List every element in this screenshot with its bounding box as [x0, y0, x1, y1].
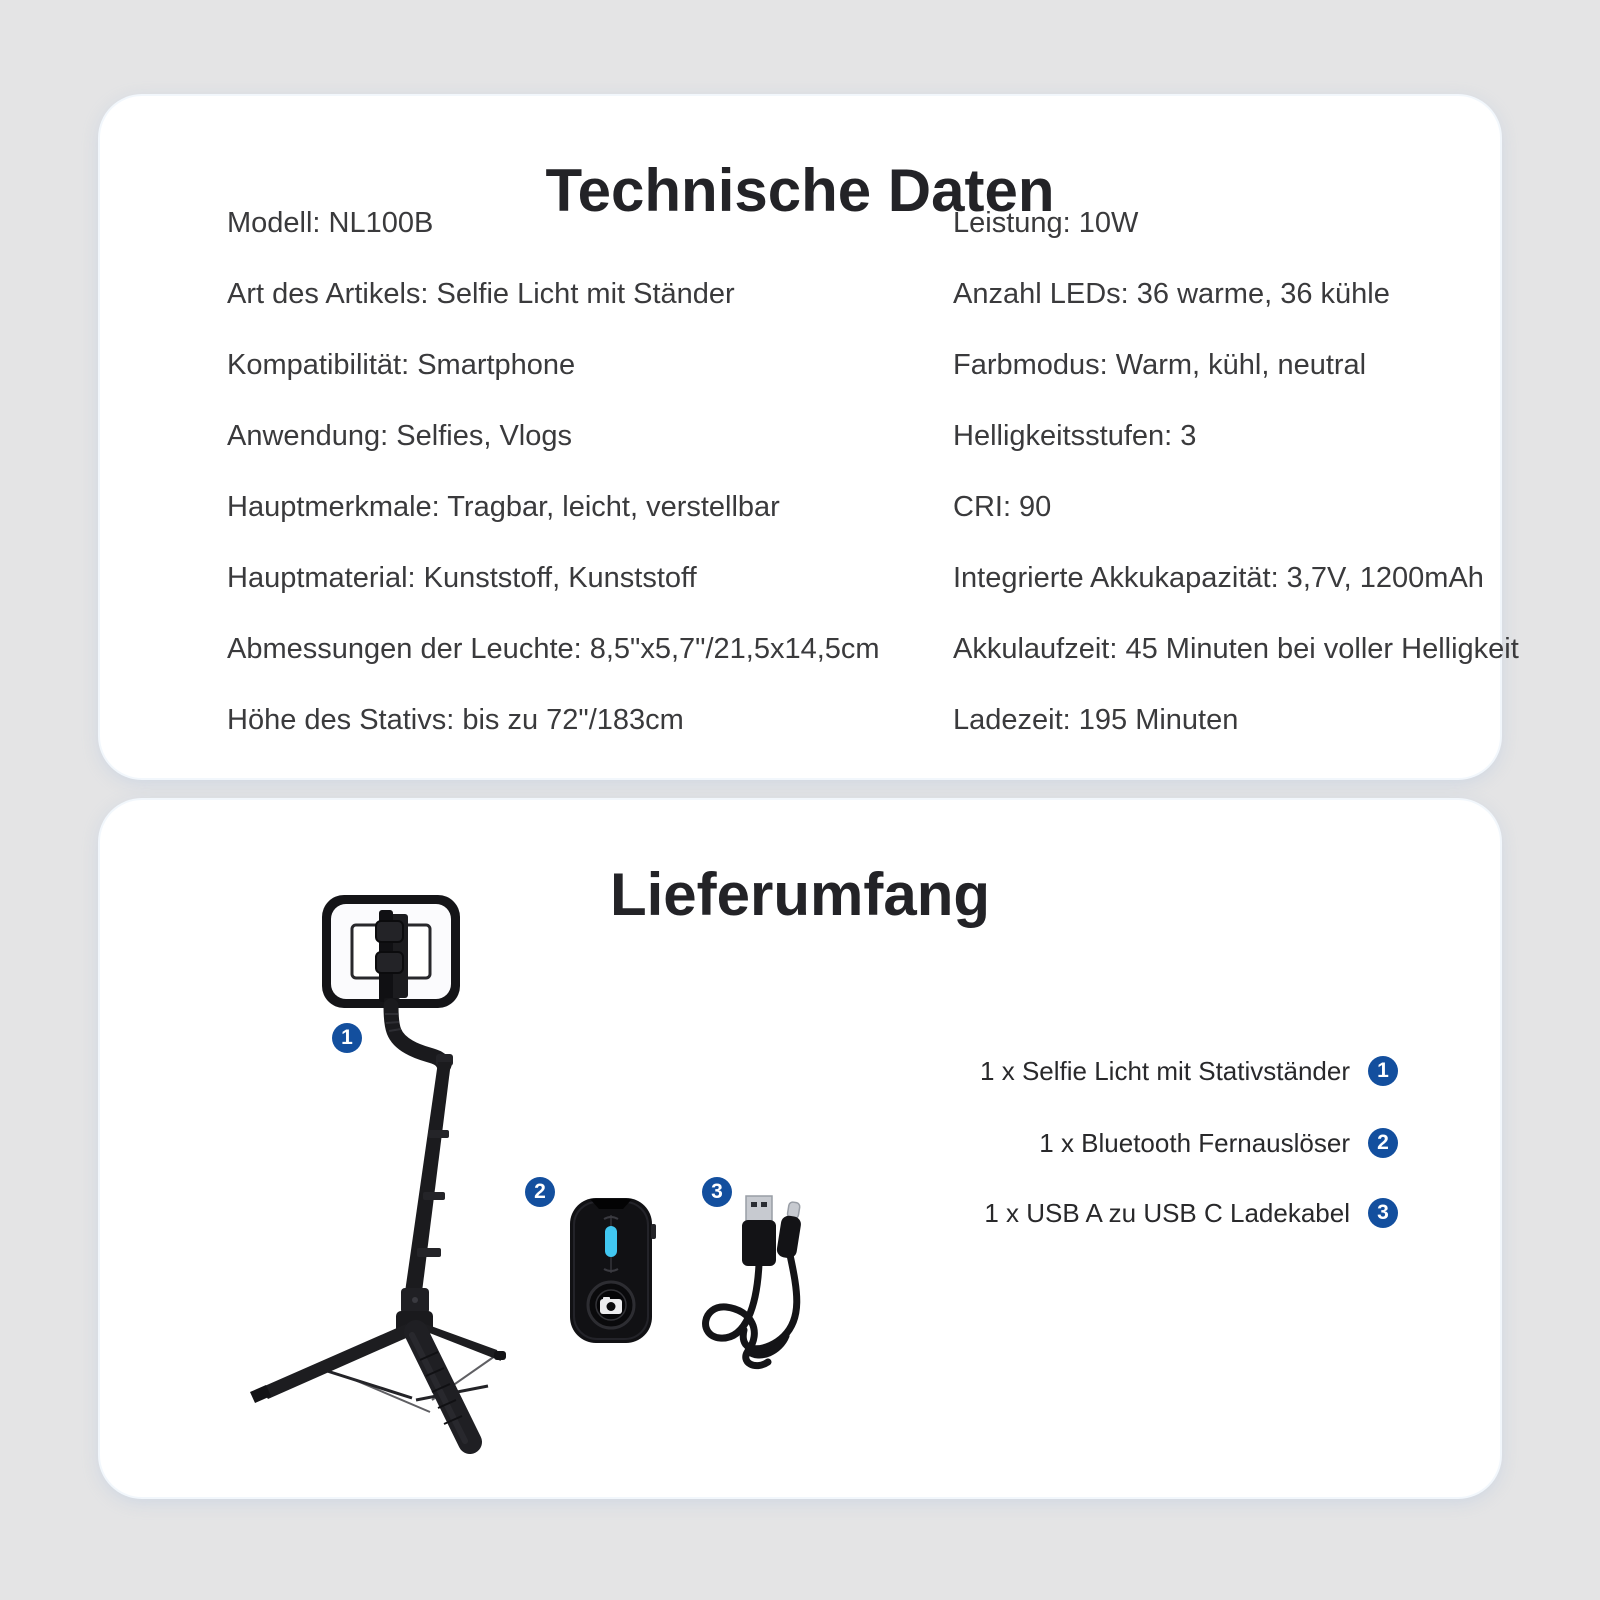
figure-badge-2: 2 [525, 1177, 555, 1207]
spec-compatibility: Kompatibilität: Smartphone [227, 349, 576, 381]
spec-charge-time: Ladezeit: 195 Minuten [953, 704, 1239, 736]
spec-led-count: Anzahl LEDs: 36 warme, 36 kühle [953, 278, 1390, 310]
spec-power: Leistung: 10W [953, 207, 1139, 239]
spec-tripod-height: Höhe des Stativs: bis zu 72"/183cm [227, 704, 684, 736]
spec-column-right [953, 188, 1519, 756]
usb-a-connector [742, 1196, 776, 1266]
spec-main-features: Hauptmerkmale: Tragbar, leicht, verstellbar [227, 491, 780, 523]
spec-light-dimensions: Abmessungen der Leuchte: 8,5"x5,7"/21,5x14,5cm [227, 633, 880, 665]
package-contents-title: Lieferumfang [609, 861, 991, 929]
figure-badge-1: 1 [332, 1023, 362, 1053]
spec-application: Anwendung: Selfies, Vlogs [227, 420, 572, 452]
package-item-bluetooth-remote [1039, 1126, 1398, 1160]
package-item-badge-3: 3 [1368, 1198, 1398, 1228]
usb-cable-illustration [706, 1196, 805, 1366]
package-item-label: 1 x Bluetooth Fernauslöser [1039, 1127, 1350, 1158]
spec-main-material: Hauptmaterial: Kunststoff, Kunststoff [227, 562, 697, 594]
spec-model: Modell: NL100B [227, 207, 434, 239]
bluetooth-remote-illustration [570, 1198, 656, 1343]
package-item-label: 1 x Selfie Licht mit Stativständer [980, 1055, 1350, 1086]
spec-column-left [227, 188, 880, 756]
selfie-light-with-tripod-illustration [250, 895, 506, 1442]
technical-data-card [100, 96, 1519, 778]
technical-data-title: Technische Daten [545, 157, 1055, 225]
package-item-selfie-light [980, 1054, 1398, 1088]
spec-cri: CRI: 90 [953, 491, 1052, 523]
spec-battery-capacity: Integrierte Akkukapazität: 3,7V, 1200mAh [953, 562, 1484, 594]
package-item-label: 1 x USB A zu USB C Ladekabel [984, 1197, 1350, 1228]
package-item-badge-1: 1 [1368, 1056, 1398, 1086]
camera-icon [600, 1297, 622, 1314]
package-item-usb-cable [984, 1196, 1398, 1230]
spec-item-type: Art des Artikels: Selfie Licht mit Ständer [227, 278, 735, 310]
package-contents-card [100, 800, 1500, 1497]
usb-c-connector [776, 1201, 805, 1259]
spec-battery-life: Akkulaufzeit: 45 Minuten bei voller Helligkeit [953, 633, 1519, 665]
figure-badge-3: 3 [702, 1177, 732, 1207]
package-item-badge-2: 2 [1368, 1128, 1398, 1158]
spec-brightness-levels: Helligkeitsstufen: 3 [953, 420, 1197, 452]
spec-color-mode: Farbmodus: Warm, kühl, neutral [953, 349, 1367, 381]
